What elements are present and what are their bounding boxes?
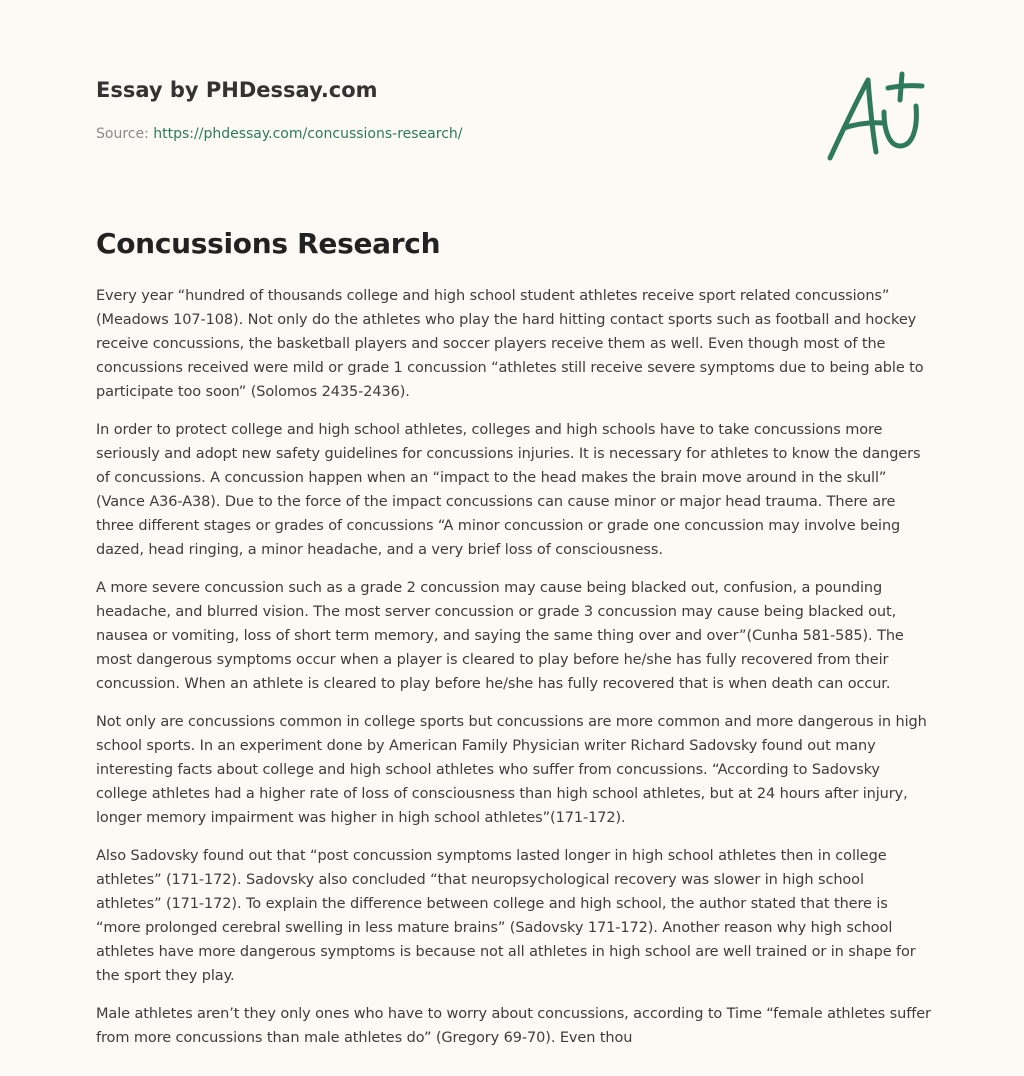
source-line [96, 124, 696, 144]
essay-paragraph: A more severe concussion such as a grade 2 concussion may cause being blacked out, confusion, a pounding headache, and blurred vision. The most server concussion or grade 3 concussion may cause being blacked out, nausea or vomiting, loss of short term memory, and saying the same thing over and over”(Cunha 581-585). The most dangerous symptoms occur when a player is cleared to play before he/she has fully recovered from their concussion. When an athlete is cleared to play before he/she has fully recovered that is when death can occur. [96, 580, 904, 692]
essay-body [96, 284, 932, 1064]
essay-paragraph: Not only are concussions common in college sports but concussions are more common and more dangerous in high school sports. In an experiment done by American Family Physician writer Richard Sadovsky found out many interesting facts about college and high school athletes who suffer from concussions. “According to Sadovsky college athletes had a higher rate of loss of consciousness than high school athletes, but at 24 hours after injury, longer memory impairment was higher in high school athletes”(171-172). [96, 714, 927, 826]
essay-paragraph: Male athletes aren’t they only ones who have to worry about concussions, according to Time “female athletes suffer from more concussions than male athletes do” (Gregory 69-70). Even thou [96, 1006, 931, 1046]
essay-paragraph: Every year “hundred of thousands college and high school student athletes receive sport related concussions” (Meadows 107-108). Not only do the athletes who play the hard hitting contact sports such as football and hockey receive concussions, the basketball players and soccer players receive them as well. Even though most of the concussions received were mild or grade 1 concussion “athletes still receive severe symptoms due to being able to participate too soon” (Solomos 2435-2436). [96, 288, 924, 400]
essay-paragraph: Also Sadovsky found out that “post concussion symptoms lasted longer in high school athletes then in college athletes” (171-172). Sadovsky also concluded “that neuropsychological recovery was slower in high school athletes” (171-172). To explain the difference between college and high school, the author stated that there is “more prolonged cerebral swelling in less mature brains” (Sadovsky 171-172). Another reason why high school athletes have more dangerous symptoms is because not all athletes in high school are well trained or in shape for the sport they play. [96, 848, 916, 984]
essay-title: Concussions Research [96, 227, 441, 260]
a-plus-grade-icon [820, 66, 930, 166]
essay-paragraph: In order to protect college and high school athletes, colleges and high schools have to take concussions more seriously and adopt new safety guidelines for concussions injuries. It is necessary for athletes to know the dangers of concussions. A concussion happen when an “impact to the head makes the brain move around in the skull” (Vance A36-A38). Due to the force of the impact concussions can cause minor or major head trauma. There are three different stages or grades of concussions “A minor concussion or grade one concussion may involve being dazed, head ringing, a minor headache, and a very brief loss of consciousness. [96, 422, 921, 558]
source-link[interactable]: https://phdessay.com/concussions-research/ [153, 126, 463, 142]
site-brand: Essay by PHDessay.com [96, 78, 378, 102]
site-header [96, 76, 696, 144]
source-label: Source: [96, 126, 154, 142]
